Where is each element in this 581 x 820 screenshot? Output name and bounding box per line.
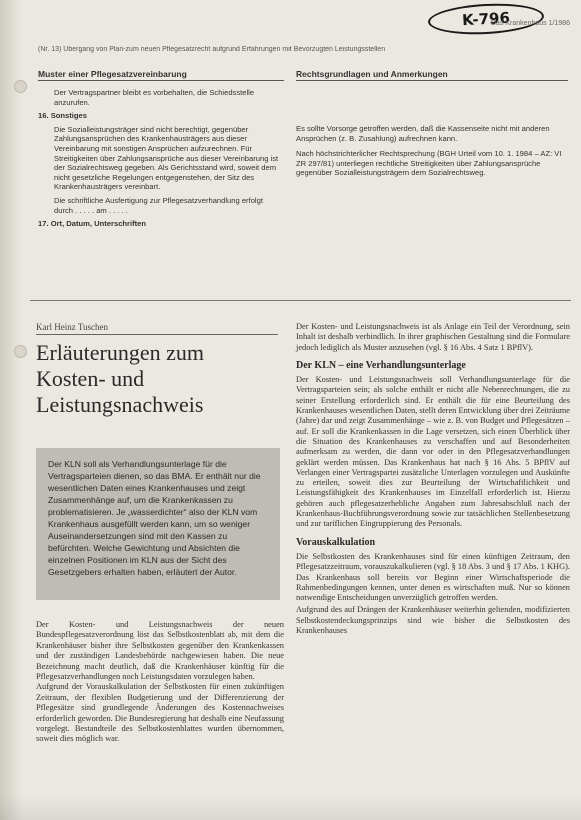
top-note: (Nr. 13) Übergang von Plan-zum neuen Pflegesatzrecht aufgrund Erfahrungen mit Bevorzugten Leistungsstellen [38, 46, 386, 53]
heading-rule [38, 80, 284, 81]
subheading-vorauskalkulation: Vorauskalkulation [296, 536, 376, 548]
page-shadow [0, 795, 581, 820]
heading-rule [296, 80, 568, 81]
archive-stamp: K-796 [427, 1, 544, 37]
schiedsstelle-line: Der Vertragspartner bleibt es vorbehalten, die Schiedsstelle anzurufen. [54, 88, 255, 107]
scan-edge [0, 0, 22, 820]
author-rule [36, 334, 278, 335]
article-body-left [36, 620, 284, 745]
body-paragraph: Aufgrund des auf Drängen der Krankenhäuser weiterhin geltenden, modifizierten Selbstkostendeckungsprinzips sind wie bisher die Selbstkosten des Krankenhauses [296, 605, 570, 636]
journal-reference: Das Krankenhaus 1/1986 [491, 20, 570, 27]
section-17-title: 17. Ort, Datum, Unterschriften [38, 219, 147, 229]
article-abstract: Der KLN soll als Verhandlungsunterlage für die Vertragsparteien dienen, so das BMA. Er enthält nur die wesentlichen Daten eines Krankenhauses und zeigt Zusammenhänge auf, um die Krankenkassen zu problematisieren. Je „wasserdichter“ also der KLN vom Krankenhaus ausgefüllt werden kann, um so weniger Auseinandersetzungen sind mit den Kassen zu befürchten. Welche Gewichtung und Absichten die einzelnen Positionen im KLN aus der Sicht des Gesetzgebers erhalten haben, erläutert der Autor. [36, 448, 280, 600]
body-paragraph: Der Kosten- und Leistungsnachweis der neuen Bundespflegesatzverordnung löst das Selbstkostenblatt ab, mit dem die Krankenhäuser bisher ihre Selbstkosten gegenüber den Krankenkassen und der zuständigen Landesbehörde nachgewiesen haben. Die neue Bezeichnung macht deutlich, daß die Krankenhäuser künftig für die Pflegesatzverhandlungen noch Leistungsdaten vorzulegen haben. [36, 620, 284, 682]
section-16-title: 16. Sonstiges [38, 111, 87, 121]
left-column-heading: Muster einer Pflegesatzvereinbarung [38, 69, 187, 79]
body-paragraph: Der Kosten- und Leistungsnachweis ist als Anlage ein Teil der Verordnung, sein Inhalt ist deshalb verbindlich. In ihrer graphischen Gestaltung sind die Formulare jedoch lediglich als Muster anzusehen (vgl. § 16 Abs. 4 Satz 1 BPflV). [296, 322, 570, 352]
annotation-para: Es sollte Vorsorge getroffen werden, daß die Kassenseite nicht mit anderen Ansprüchen (z. B. Zusahlung) aufrechnen kann. [296, 124, 550, 143]
article-body-right [296, 322, 570, 638]
punch-hole [14, 345, 27, 358]
annotation-para: Nach höchstrichterlicher Rechtsprechung (BGH Urteil vom 10. 1. 1984 – AZ: VI ZR 297/81) unterliegen rechtliche Streitigkeiten über Zahlungsansprüche gegenüber Sozialleistungsträgern dem Sozialrechtsweg. [296, 149, 562, 178]
body-paragraph: Der Kosten- und Leistungsnachweis soll Verhandlungsunterlage für die Vertragsparteien sein; als solche enthält er nicht alle Nebenrechnungen, die zu seiner Erstellung erforderlich sind. Er enthält die für eine Beurteilung des Krankenhauses wesentlichen Daten, stellt deren Entwicklung über drei Zeiträume (Jahre) dar und zeigt Zusammenhänge – wie z. B. von Budget und Pflegesätzen – auf. Er soll die Krankenkassen in die Lage versetzen, sich einen Überblick über die Situation des Krankenhauses zu verschaffen und auf Besonderheiten aufmerksam zu werden, die dann vor oder in den Pflegesatzverhandlungen geklärt werden müssen. Das Krankenhaus hat nach § 16 Abs. 5 BPflV auf Verlangen einer Vertragspartei zusätzliche Unterlagen vorzulegen und Auskünfte zu erteilen, soweit dies zur Beurteilung der Wirtschaftlichkeit und Leistungsfähigkeit des Krankenhauses im Einzelfall erforderlich ist. Hierzu gehören auch pflegesatzerhebliche Angaben zum Jahresabschluß nach der Krankenhaus-Buchführungsverordnung sowie zur tatsächlichen Stellenbesetzung und zur tariflichen Eingruppierung des Personals. [296, 375, 570, 529]
pflegesatz-right-block [296, 124, 568, 182]
section-divider [30, 300, 571, 301]
pflegesatz-left-block [38, 88, 284, 233]
article-author: Karl Heinz Tuschen [36, 322, 108, 332]
punch-hole [14, 80, 27, 93]
body-paragraph: Die Selbstkosten des Krankenhauses sind für einen künftigen Zeitraum, den Pflegesatzzeitraum, vorauszukalkulieren (vgl. § 18 Abs. 3 und § 17 Abs. 1 KHG). Das Krankenhaus soll bereits vor Beginn einer Wirtschaftsperiode die Rahmenbedingungen kennen, unter denen es wirtschaften muß. Nur so können notwendige Entscheidungen unverzüglich getroffen werden. [296, 551, 570, 603]
article-title: Erläuterungen zum Kosten- und Leistungsnachweis [36, 340, 204, 417]
subheading-verhandlungsunterlage: Der KLN – eine Verhandlungsunterlage [296, 359, 466, 371]
body-paragraph: Aufgrund der Vorauskalkulation der Selbstkosten für einen zukünftigen Zeitraum, der flexiblen Budgetierung und der Differenzierung der Pflegesätze sind grundlegende Änderungen des Kostennachweises erforderlich geworden. Die Bundesregierung hat deshalb eine Neufassung vorgelegt. Bestandteile des Selbstkostenblattes wurden übernommen, soweit dies möglich war. [36, 682, 284, 744]
right-column-heading: Rechtsgrundlagen und Anmerkungen [296, 69, 448, 79]
section-16-para: Die schriftliche Ausfertigung zur Pflegesatzverhandlung erfolgt durch . . . . . am . . . . . [54, 195, 263, 215]
section-16-para: Die Sozialleistungsträger sind nicht berechtigt, gegenüber Zahlungsansprüchen des Krankenhausträgers aus dieser Vereinbarung mit sonstigen Ansprüchen aufzurechnen. Für Streitigkeiten über Zahlungsansprüche aus dieser Vereinbarung ist der Sozialrechtsweg gegeben. Als Gerichtsstand wird, soweit dem nicht gesetzliche Regelungen entgegenstehen, der Sitz des Krankenhausträgers vereinbart. [54, 124, 279, 192]
